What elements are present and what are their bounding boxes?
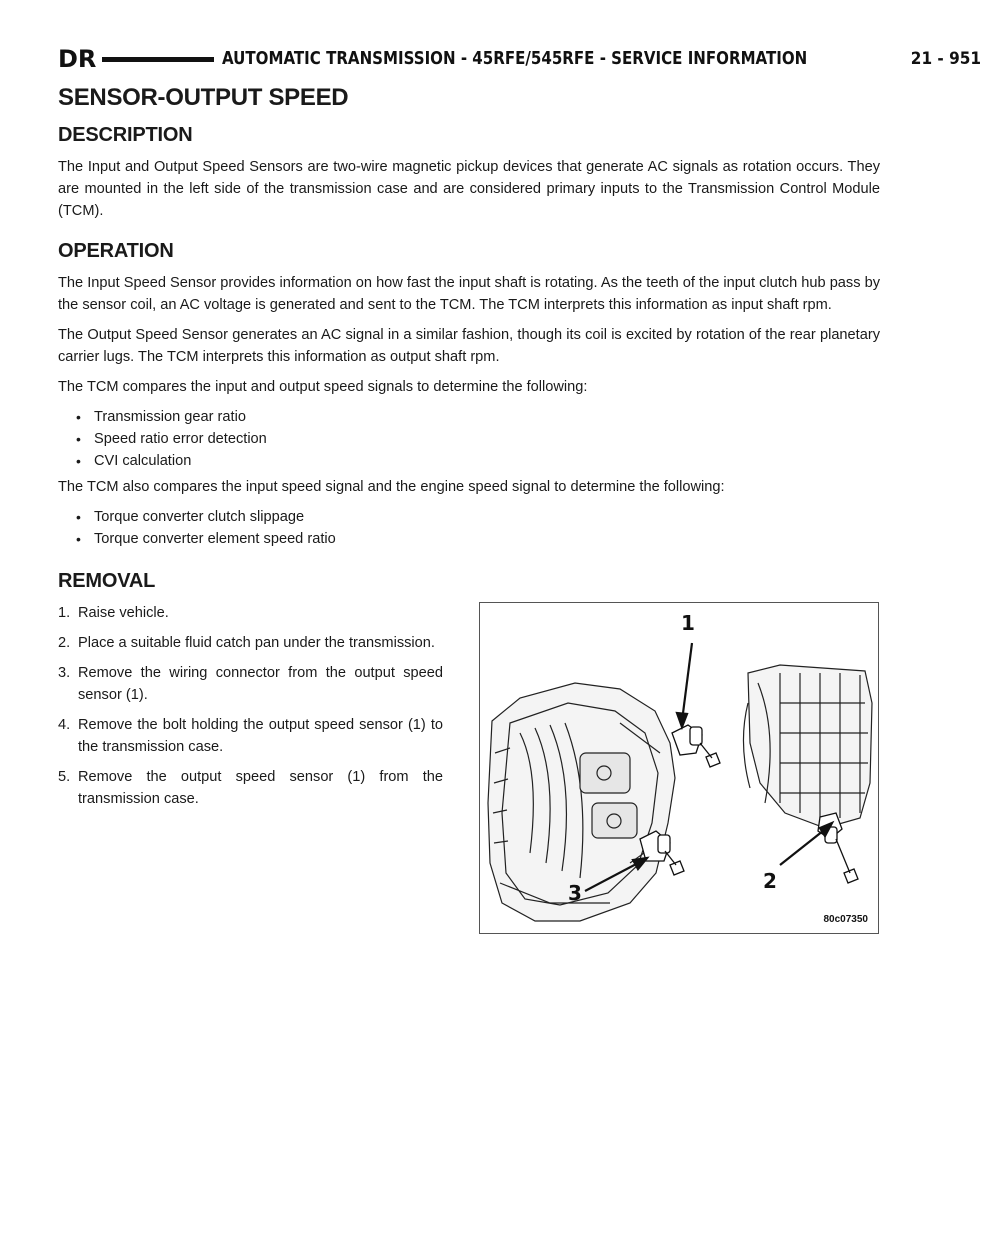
list-item: • CVI calculation [58,450,880,472]
removal-steps [58,602,443,810]
page-title: SENSOR-OUTPUT SPEED [58,84,349,111]
operation-paragraph-1: The Input Speed Sensor provides information on how fast the input shaft is rotating. As the teeth of the input clutch hub pass by the sensor coil, an AC voltage is generated and sent to the TCM. The TCM interprets this information as input shaft rpm. [58,275,880,313]
list-item: 2. Place a suitable fluid catch pan under the transmission. [58,635,435,651]
engine-comparison-list [58,506,880,550]
callout-3: 3 [568,881,582,905]
header-title: AUTOMATIC TRANSMISSION - 45RFE/545RFE - SERVICE INFORMATION [222,49,808,69]
speed-comparison-list [58,406,880,472]
list-item: • Speed ratio error detection [58,428,880,450]
page-content [58,84,880,925]
header-page-number: 21 - 951 [910,49,981,69]
removal-heading: REMOVAL [58,570,156,592]
callout-2: 2 [763,869,777,893]
page-header [58,44,981,74]
header-rule [102,57,214,62]
transmission-sensor-illustration [479,602,879,934]
header-code: DR [58,45,97,73]
operation-heading: OPERATION [58,240,174,262]
list-item: 5. Remove the output speed sensor (1) from the transmission case. [58,769,443,807]
list-item: • Torque converter clutch slippage [58,506,880,528]
operation-paragraph-3: The TCM compares the input and output speed signals to determine the following: [58,379,588,395]
transmission-case-right [743,665,872,828]
list-item: 3. Remove the wiring connector from the output speed sensor (1). [58,665,443,703]
description-text: The Input and Output Speed Sensors are two-wire magnetic pickup devices that generate AC signals as rotation occurs. They are mounted in the left side of the transmission case and are considered primary inputs to the Transmission Control Module (TCM). [58,159,880,219]
removal-section [58,602,880,925]
list-item: 1. Raise vehicle. [58,605,169,621]
description-heading: DESCRIPTION [58,124,193,146]
transmission-drawing [480,603,878,933]
list-item: • Transmission gear ratio [58,406,880,428]
operation-paragraph-2: The Output Speed Sensor generates an AC signal in a similar fashion, though its coil is excited by rotation of the rear planetary carrier lugs. The TCM interprets this information as output shaft rpm. [58,327,880,365]
figure-id: 80c07350 [823,914,868,925]
list-item: • Torque converter element speed ratio [58,528,880,550]
list-item: 4. Remove the bolt holding the output speed sensor (1) to the transmission case. [58,717,443,755]
callout-1: 1 [681,611,695,635]
operation-paragraph-4: The TCM also compares the input speed signal and the engine speed signal to determine the following: [58,479,725,495]
